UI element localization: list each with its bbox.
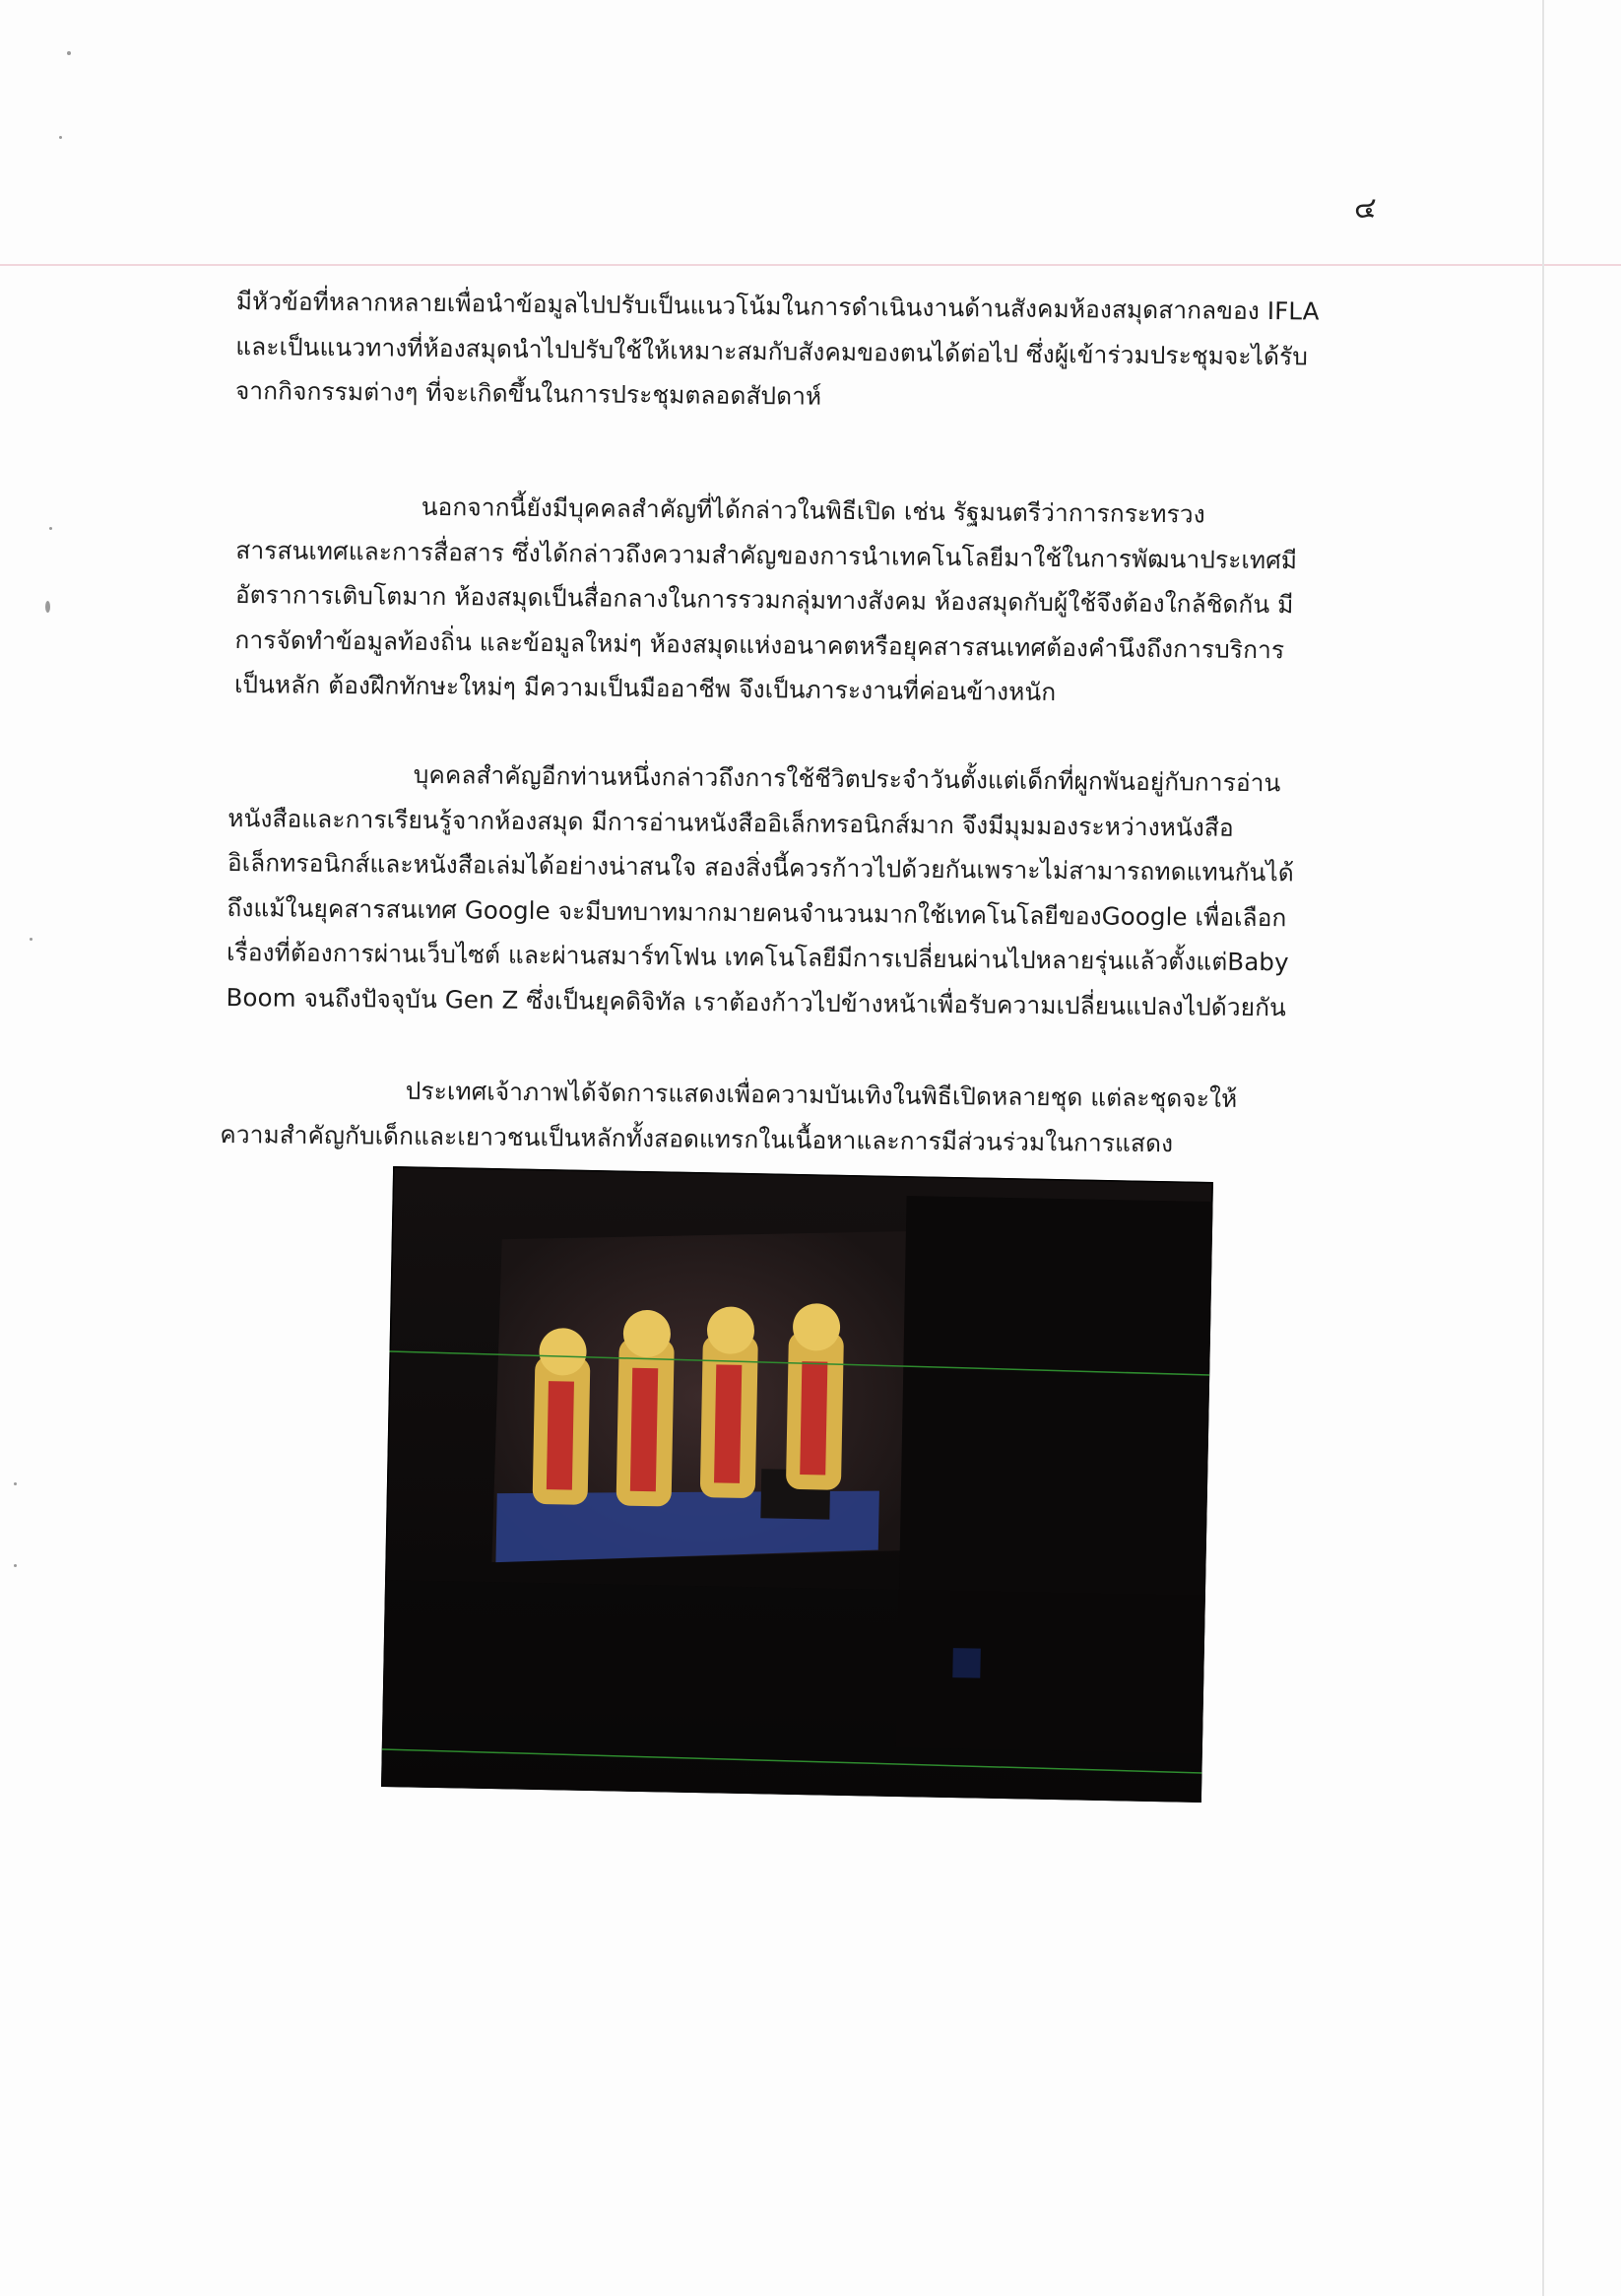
scan-speck — [30, 938, 32, 941]
lion-dance-stage-image — [381, 1166, 1213, 1803]
text-line: เรื่องที่ต้องการผ่านเว็บไซต์ และผ่านสมาร์ทโฟน เทคโนโลยีมีการเปลี่ยนผ่านไปหลายรุ่นแล้วตั้งแต่Baby — [226, 937, 1289, 977]
scan-speck — [14, 1564, 17, 1567]
lion-figure — [786, 1303, 845, 1490]
paragraph-opening-speakers — [234, 483, 1418, 718]
paragraph-reading-technology — [226, 751, 1410, 1031]
lion-figure — [616, 1310, 676, 1507]
scan-speck — [49, 527, 52, 530]
scan-speck — [45, 601, 50, 613]
text-line: ความสำคัญกับเด็กและเยาวชนเป็นหลักทั้งสอดแทรกในเนื้อหาและการมีส่วนร่วมในการแสดง — [220, 1119, 1174, 1157]
scan-artifact-line — [0, 264, 1621, 266]
paragraph-ifla-topics — [235, 279, 1418, 425]
text-line: หนังสือและการเรียนรู้จากห้องสมุด มีการอ่านหนังสืออิเล็กทรอนิกส์มาก จึงมีมุมมองระหว่างหนังสือ — [227, 803, 1234, 842]
page-edge-shadow — [1542, 0, 1544, 2296]
text-line: Boom จนถึงปัจจุบัน Gen Z ซึ่งเป็นยุคดิจิทัล เราต้องก้าวไปข้างหน้าเพื่อรับความเปลี่ยนแปลงไปด้วยกัน — [226, 982, 1287, 1021]
paragraph-host-performance — [220, 1067, 1402, 1168]
text-line: มีหัวข้อที่หลากหลายเพื่อนำข้อมูลไปปรับเป็นแนวโน้มในการดำเนินงานด้านสังคมห้องสมุดสากลของ IFLA — [235, 286, 1320, 326]
text-line: ถึงแม้ในยุคสารสนเทศ Google จะมีบทบาทมากมายคนจำนวนมากใช้เทคโนโลยีของGoogle เพื่อเลือก — [227, 892, 1287, 932]
text-line: จากกิจกรรมต่างๆ ที่จะเกิดขึ้นในการประชุมตลอดสัปดาห์ — [234, 375, 822, 411]
lion-figure — [700, 1306, 759, 1498]
performance-photo — [381, 1166, 1213, 1803]
scan-speck — [59, 136, 62, 139]
text-line: อิเล็กทรอนิกส์และหนังสือเล่มได้อย่างน่าสนใจ สองสิ่งนี้ควรก้าวไปด้วยกันเพราะไม่สามารถทดแทนกันได้ — [227, 847, 1295, 887]
page-number: ๔ — [1354, 191, 1377, 226]
text-line: เป็นหลัก ต้องฝึกทักษะใหม่ๆ มีความเป็นมืออาชีพ จึงเป็นภาระงานที่ค่อนข้างหนัก — [233, 669, 1057, 706]
text-line: สารสนเทศและการสื่อสาร ซึ่งได้กล่าวถึงความสำคัญของการนำเทคโนโลยีมาใช้ในการพัฒนาประเทศมี — [235, 535, 1298, 574]
text-line: และเป็นแนวทางที่ห้องสมุดนำไปปรับใช้ให้เหมาะสมกับสังคมของตนได้ต่อไป ซึ่งผู้เข้าร่วมประชุมจะได้รับ — [235, 331, 1309, 370]
text-line: นอกจากนี้ยังมีบุคคลสำคัญที่ได้กล่าวในพิธีเปิด เช่น รัฐมนตรีว่าการกระทรวง — [421, 492, 1205, 529]
lion-figure — [533, 1328, 591, 1505]
text-line: ประเทศเจ้าภาพได้จัดการแสดงเพื่อความบันเทิงในพิธีเปิดหลายชุด แต่ละชุดจะให้ — [405, 1076, 1238, 1113]
text-line: อัตราการเติบโตมาก ห้องสมุดเป็นสื่อกลางในการรวมกลุ่มทางสังคม ห้องสมุดกับผู้ใช้จึงต้องใกล้ชิดกัน มี — [234, 579, 1294, 620]
text-line: การจัดทำข้อมูลท้องถิ่น และข้อมูลใหม่ๆ ห้องสมุดแห่งอนาคตหรือยุคสารสนเทศต้องคำนึงถึงการบริการ — [234, 624, 1285, 664]
text-line: บุคคลสำคัญอีกท่านหนึ่งกล่าวถึงการใช้ชีวิตประจำวันตั้งแต่เด็กที่ผูกพันอยู่กับการอ่าน — [413, 759, 1281, 798]
scan-speck — [14, 1482, 17, 1485]
scan-speck — [67, 51, 71, 55]
